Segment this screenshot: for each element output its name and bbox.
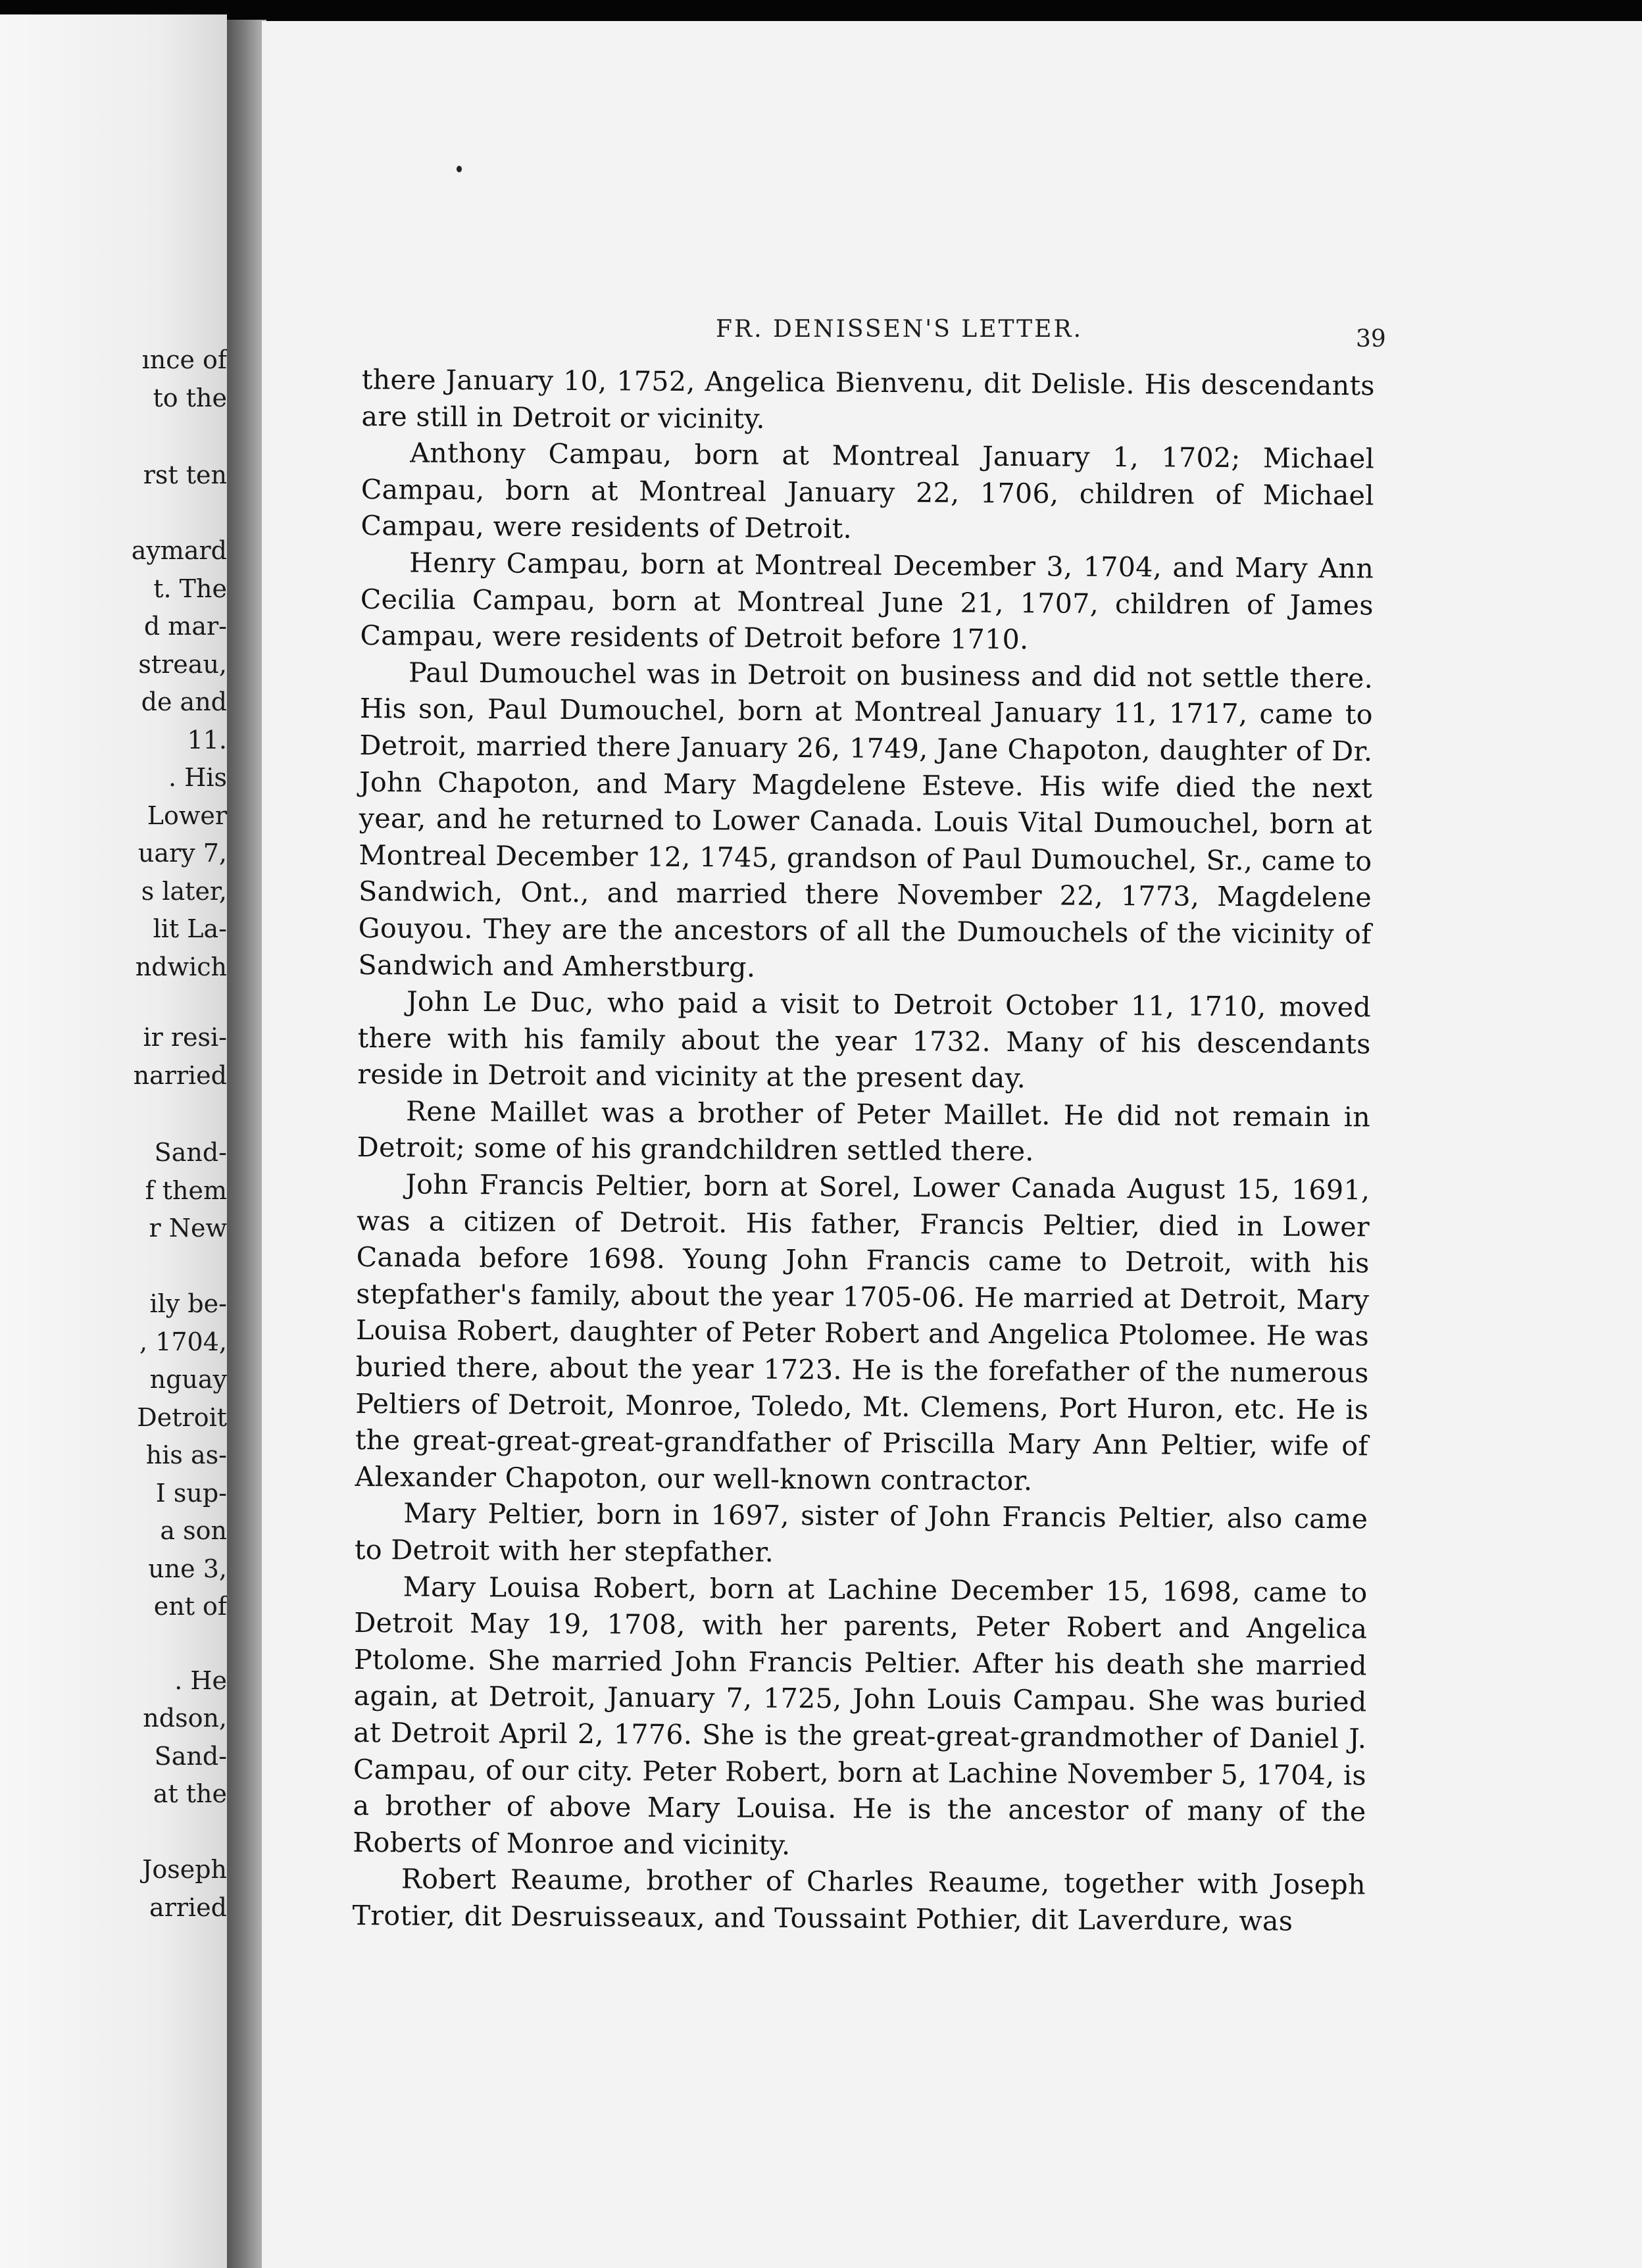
paragraph: Mary Louisa Robert, born at Lachine December 15, 1698, came to Detroit May 19, 1708, with her parents, Peter Robert and Angelica Ptolome. She married John Francis Peltier. After his death she married again, at Detroit, January 7, 1725, John Louis Campau. She was buried at Detroit April 2, 1776. She is the great-great-grandmother of Daniel J. Campau, of our city. Peter Robert, born at Lachine November 5, 1704, is a brother of above Mary Louisa. He is the ancestor of many of the Roberts of Monroe and vicinity. (353, 1571, 1368, 1861)
paragraph: John Francis Peltier, born at Sorel, Lower Canada August 15, 1691, was a citizen of Detroit. His father, Francis Peltier, died in Lower Canada before 1698. Young John Francis came to Detroit, with his stepfather's family, about the year 1705-06. He married at Detroit, Mary Louisa Robert, daughter of Peter Robert and Angelica Ptolomee. He was buried there, about the year 1723. He is the forefather of the numerous Peltiers of Detroit, Monroe, Toledo, Mt. Clemens, Port Huron, etc. He is the great-great-great-grandfather of Priscilla Mary Ann Peltier, wife of Alexander Chapoton, our well-known contractor. (355, 1168, 1370, 1497)
left-page-line: ir resi- (143, 1023, 227, 1052)
left-page-line: , 1704, (139, 1327, 227, 1356)
left-page-line: ent of (153, 1592, 227, 1621)
paragraph: Paul Dumouchel was in Detroit on business and did not settle there. His son, Paul Dumouchel, born at Montreal January 11, 1717, came to Detroit, married there January 26, 1749, Jane Chapoton, daughter of Dr. John Chapoton, and Mary Magdelene Esteve. His wife died the next year, and he returned to Lower Canada. Louis Vital Dumouchel, born at Montreal December 12, 1745, grandson of Paul Dumouchel, Sr., came to Sandwich, Ont., and married there November 22, 1773, Magdelene Gouyou. They are the ancestors of all the Dumouchels of the vicinity of Sandwich and Amherstburg. (358, 656, 1374, 983)
left-page-line: Sand- (154, 1742, 227, 1771)
left-page-line: . He (174, 1666, 227, 1695)
left-page-line: t. The (153, 574, 227, 603)
left-page-line: narried (133, 1061, 227, 1090)
left-page-line: to the (153, 383, 227, 412)
page-number: 39 (1356, 326, 1386, 353)
running-head: FR. DENISSEN'S LETTER. (716, 316, 1083, 343)
left-page-line: Sand- (154, 1138, 227, 1167)
book-gutter (227, 20, 266, 2268)
left-page-line: Lower (147, 801, 227, 830)
left-page-line: Joseph (142, 1855, 227, 1884)
paragraph: Anthony Campau, born at Montreal January 1, 1702; Michael Campau, born at Montreal January 22, 1706, children of Michael Campau, were residents of Detroit. (361, 437, 1375, 545)
left-page-line: nguay (149, 1365, 227, 1394)
paragraph: John Le Duc, who paid a visit to Detroit October 11, 1710, moved there with his family about the year 1732. Many of his descendants reside in Detroit and vicinity at the present day. (357, 985, 1372, 1095)
left-page-line: de and (141, 687, 227, 716)
paragraph: there January 10, 1752, Angelica Bienvenu, dit Delisle. His descendants are still in Detroit or vicinity. (361, 363, 1375, 435)
body-text (352, 362, 1375, 1940)
main-page (262, 21, 1642, 2268)
ink-speck (457, 166, 462, 172)
left-page-line: at the (153, 1779, 227, 1808)
left-page-line: ndwich (135, 952, 227, 981)
left-page-line: his as- (145, 1441, 227, 1469)
paragraph: Henry Campau, born at Montreal December 3, 1704, and Mary Ann Cecilia Campau, born at Montreal June 21, 1707, children of James Campau, were residents of Detroit before 1710. (360, 547, 1374, 656)
left-page-line: ndson, (143, 1704, 227, 1733)
paragraph: Robert Reaume, brother of Charles Reaume, together with Joseph Trotier, dit Desruisseaux, and Toussaint Pothier, dit Laverdure, was (352, 1863, 1366, 1937)
paragraph: Rene Maillet was a brother of Peter Maillet. He did not remain in Detroit; some of his grandchildren settled there. (357, 1095, 1371, 1168)
left-page-line: I sup- (155, 1479, 227, 1508)
paragraph: Mary Peltier, born in 1697, sister of John Francis Peltier, also came to Detroit with her stepfather. (354, 1497, 1368, 1568)
left-page-line: a son (160, 1516, 227, 1545)
left-page-line: rst ten (143, 460, 227, 489)
left-page-line: lit La- (153, 914, 227, 943)
left-page-line: . His (168, 763, 227, 792)
left-page-line: Detroit (137, 1403, 227, 1432)
left-facing-page (0, 14, 227, 2268)
left-page-line: s later, (141, 877, 227, 906)
left-page-line: ınce of (141, 345, 227, 374)
left-page-line: streau, (138, 650, 227, 679)
left-page-line: 11. (187, 726, 227, 754)
left-page-line: aymard (131, 536, 227, 565)
left-page-line: f them (145, 1176, 227, 1205)
left-page-line: d mar- (143, 612, 227, 641)
left-page-line: une 3, (148, 1554, 227, 1583)
left-page-line: arried (149, 1893, 227, 1922)
left-page-line: r New (149, 1214, 227, 1243)
left-page-line: uary 7, (137, 839, 227, 868)
left-page-line: ily be- (149, 1289, 227, 1318)
